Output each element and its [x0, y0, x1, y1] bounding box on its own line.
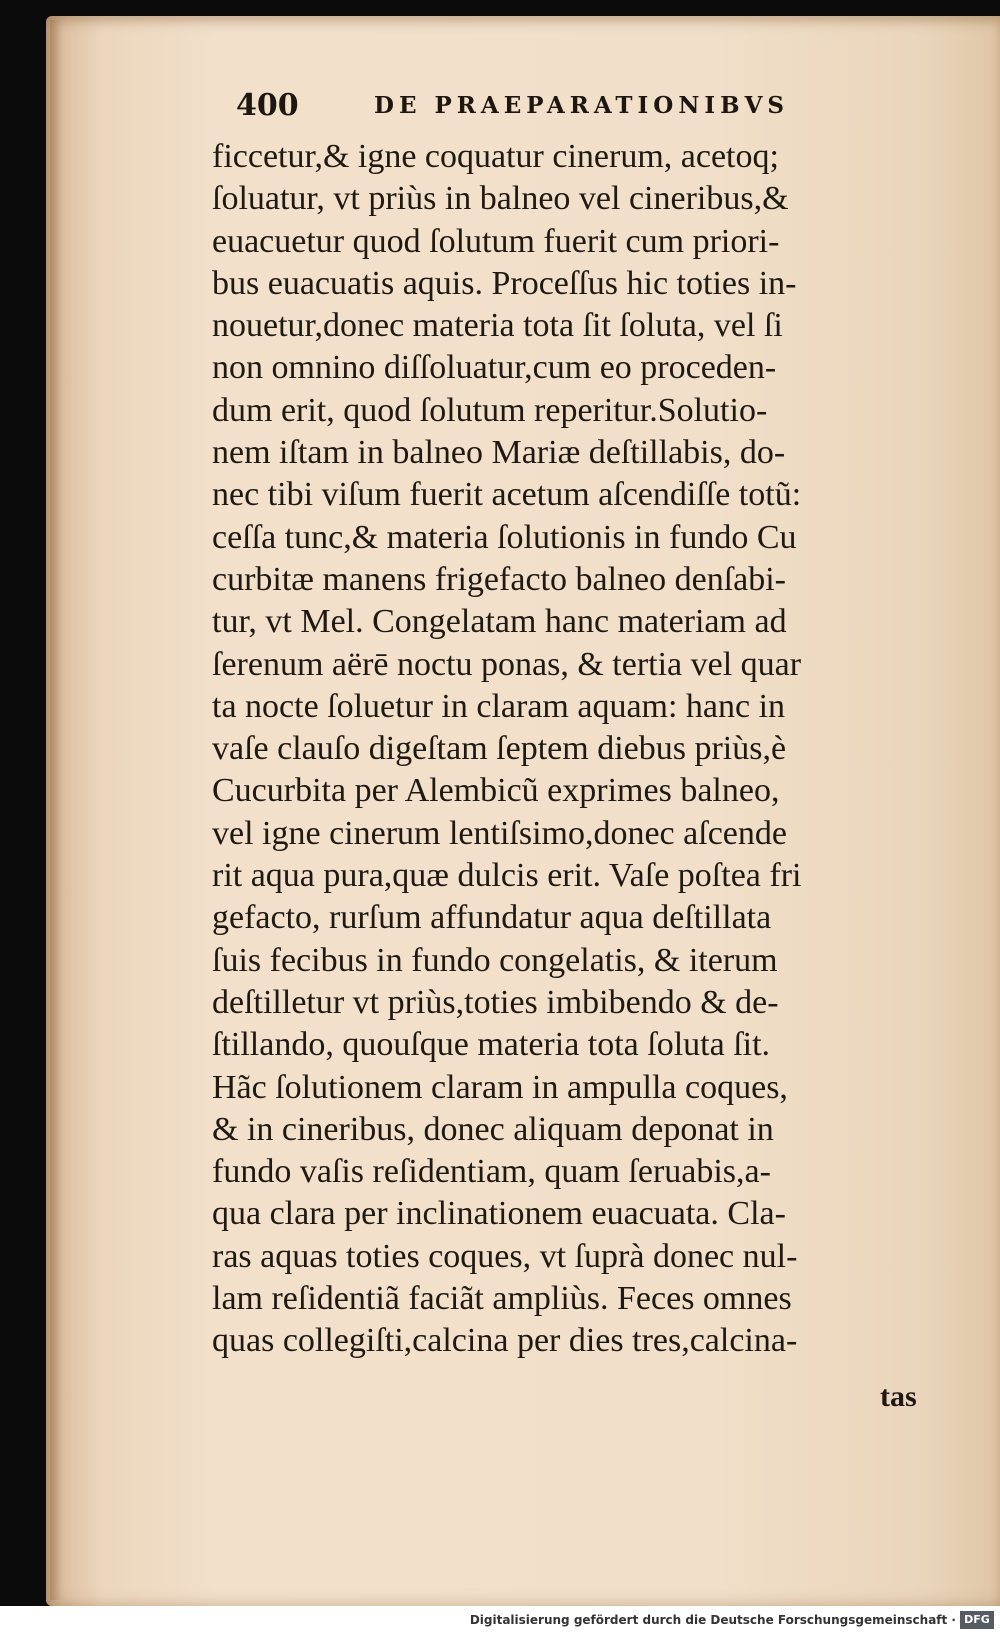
text-line: ſoluatur, vt priùs in balneo vel cineribus,&: [212, 180, 789, 218]
text-line: gefacto, rurſum affundatur aqua deſtillata: [212, 899, 772, 937]
text-line: vel igne cinerum lentiſsimo,donec aſcende: [212, 814, 787, 852]
text-line: ſerenum aërē noctu ponas, & tertia vel quar: [212, 645, 802, 683]
text-line: ras aquas toties coques, vt ſuprà donec nul-: [212, 1237, 798, 1275]
text-line: Hãc ſolutionem claram in ampulla coques,: [212, 1068, 788, 1106]
text-line: nem iſtam in balneo Mariæ deſtillabis, do-: [212, 434, 786, 472]
text-line: ſtillando, quouſque materia tota ſoluta ſit.: [212, 1026, 771, 1064]
body-text: [212, 136, 932, 1363]
text-line: bus euacuatis aquis. Proceſſus hic toties in-: [212, 264, 797, 302]
text-line: nouetur,donec materia tota ſit ſoluta, vel ſi: [212, 307, 783, 345]
text-line: lam reſidentiã faciãt ampliùs. Feces omnes: [212, 1280, 792, 1318]
page-gutter-shadow: [50, 20, 62, 1600]
text-line: dum erit, quod ſolutum reperitur.Solutio-: [212, 391, 768, 429]
text-line: non omnino diſſoluatur,cum eo proceden-: [212, 349, 777, 387]
text-line: fundo vaſis reſidentiam, quam ſeruabis,a-: [212, 1153, 771, 1191]
text-line: ta nocte ſoluetur in claram aquam: hanc in: [212, 687, 786, 725]
page-number: 400: [236, 88, 299, 123]
text-line: ficcetur,& igne coquatur cinerum, acetoq;: [212, 138, 779, 175]
digitization-footer: [0, 1606, 1000, 1637]
text-line: quas collegiſti,calcina per dies tres,calcina-: [212, 1322, 798, 1360]
text-line: qua clara per inclinationem euacuata. Cla-: [212, 1195, 786, 1233]
text-line: ſuis fecibus in fundo congelatis, & iterum: [212, 941, 778, 979]
text-line: nec tibi viſum fuerit acetum aſcendiſſe totũ:: [212, 476, 802, 514]
text-line: rit aqua pura,quæ dulcis erit. Vaſe poſtea fri: [212, 857, 802, 895]
text-line: deſtilletur vt priùs,toties imbibendo & de-: [212, 983, 779, 1021]
text-line: tur, vt Mel. Congelatam hanc materiam ad: [212, 603, 787, 641]
text-line: vaſe clauſo digeſtam ſeptem diebus priùs,è: [212, 730, 787, 768]
dfg-logo: DFG: [960, 1611, 994, 1629]
text-line: euacuetur quod ſolutum fuerit cum priori-: [212, 222, 780, 260]
funding-credit: Digitalisierung gefördert durch die Deutsche Forschungsgemeinschaft ·: [469, 1613, 956, 1627]
text-line: Cucurbita per Alembicũ exprimes balneo,: [212, 772, 780, 810]
catchword: tas: [880, 1380, 917, 1413]
text-line: ceſſa tunc,& materia ſolutionis in fundo Cu: [212, 518, 797, 556]
running-title: DE PRAEPARATIONIBVS: [374, 92, 790, 119]
text-line: & in cineribus, donec aliquam deponat in: [212, 1110, 774, 1148]
text-line: curbitæ manens frigefacto balneo denſabi-: [212, 560, 786, 598]
page-header: [236, 88, 836, 128]
